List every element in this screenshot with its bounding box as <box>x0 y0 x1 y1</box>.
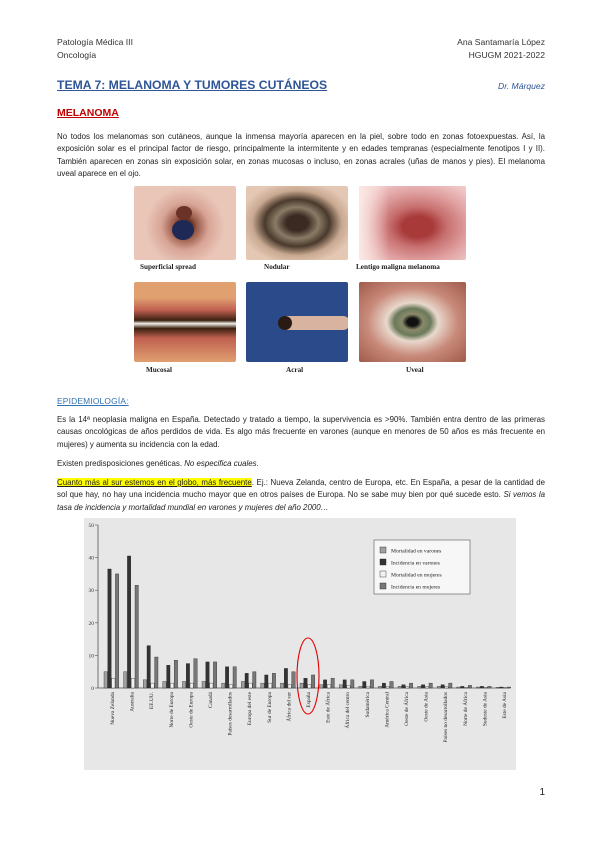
x-tick-label: Oeste de Asia <box>423 692 430 722</box>
bar <box>288 685 291 688</box>
bar <box>147 646 150 688</box>
bar <box>457 687 460 688</box>
bar <box>186 664 189 688</box>
mucosal-image <box>134 282 236 362</box>
epi-paragraph-2-text: Existen predisposiciones genéticas. <box>57 459 185 468</box>
y-tick-label: 30 <box>88 588 94 595</box>
chart-svg <box>84 518 516 770</box>
y-tick-label: 10 <box>88 653 94 660</box>
bar <box>386 687 389 688</box>
x-tick-label: Canadá <box>208 692 214 709</box>
lentigo-maligna-image <box>359 186 466 260</box>
bar <box>210 683 213 688</box>
bar <box>170 683 173 688</box>
x-tick-label: África del sur <box>286 692 293 722</box>
bar <box>323 680 326 688</box>
bar <box>331 678 334 688</box>
x-tick-label: España <box>306 692 312 708</box>
highlighted-text: Cuanto más al sur estemos en el globo, más frecuente <box>57 478 252 487</box>
bar <box>155 657 158 688</box>
bar <box>421 685 424 688</box>
legend-label: Incidencia en varones <box>391 560 440 567</box>
x-tick-label: Sudamérica <box>364 692 371 718</box>
header-left <box>57 36 133 62</box>
header-subject: Oncología <box>57 50 97 60</box>
bar <box>222 683 225 688</box>
bar <box>398 686 401 688</box>
x-tick-label: Sur de Europa <box>266 692 273 723</box>
x-tick-label: Este de Asia <box>502 692 508 719</box>
bar <box>202 681 205 688</box>
bar <box>104 672 107 688</box>
bar <box>449 683 452 688</box>
bar <box>484 687 487 688</box>
epi-paragraph-3-note: Si vemos la tasa de incidencia y mortalidad mundial en varones y mujeres del año 2000… <box>57 490 545 512</box>
superficial-spread-image <box>134 186 236 260</box>
uveal-image <box>359 282 466 362</box>
bar <box>135 585 138 688</box>
bar <box>131 678 134 688</box>
y-tick-label: 20 <box>88 620 94 627</box>
bar <box>190 683 193 688</box>
x-tick-label: Países desarrollados <box>227 692 234 736</box>
bar <box>308 685 311 688</box>
y-tick-label: 50 <box>88 523 94 529</box>
bar <box>280 683 283 688</box>
bar <box>304 678 307 688</box>
caption-lentigo-maligna: Lentigo maligna melanoma <box>356 263 440 271</box>
bar <box>292 672 295 688</box>
bar <box>115 574 118 688</box>
x-tick-label: EE.UU. <box>149 692 156 710</box>
bar <box>112 678 115 688</box>
acral-image <box>246 282 348 362</box>
bar <box>284 668 287 688</box>
epi-paragraph-3 <box>57 477 545 514</box>
header-student: Ana Santamaría López <box>457 37 545 47</box>
melanoma-types-figure <box>134 186 466 378</box>
caption-mucosal: Mucosal <box>146 366 172 374</box>
bar <box>311 675 314 688</box>
bar <box>127 556 130 688</box>
epi-paragraph-3-text: . Ej.: Nueva Zelanda, centro de Europa, etc. En España, a pesar de la cantidad de sol que hay, no hay una incidencia mucho mayor que en otros países de Europa. No se sabe muy bien por qué sucede esto. <box>57 478 545 500</box>
header-right <box>457 36 545 62</box>
bar <box>363 681 366 688</box>
legend-swatch <box>380 583 386 589</box>
bar <box>339 685 342 688</box>
bar <box>300 683 303 688</box>
epi-paragraph-1: Es la 14ª neoplasia maligna en España. Detectado y tratado a tiempo, la supervivencia es >90%. También entra dentro de las primeras causas oncológicas de años perdidos de vida. Es algo más frecuente en varones (aunque en menores de 50 años es más frecuente en mujeres) y aumenta su incidencia con la edad. <box>57 415 545 449</box>
bar <box>464 687 467 688</box>
bar <box>468 685 471 688</box>
bar <box>241 681 244 688</box>
bar <box>390 681 393 688</box>
y-tick-label: 0 <box>91 686 94 692</box>
bar <box>461 686 464 688</box>
bar <box>409 683 412 688</box>
bar <box>480 686 483 688</box>
bar <box>245 673 248 688</box>
caption-uveal: Uveal <box>406 366 424 374</box>
bar <box>441 685 444 688</box>
bar <box>488 686 491 688</box>
bar <box>351 680 354 688</box>
bar <box>268 683 271 688</box>
legend-label: Mortalidad en mujeres <box>391 572 442 579</box>
x-tick-label: América Central <box>384 692 391 728</box>
epi-paragraph-2-note: No especifica cuales. <box>184 459 259 468</box>
bar <box>406 687 409 688</box>
y-tick-label: 40 <box>88 555 94 562</box>
bar <box>167 665 170 688</box>
caption-nodular: Nodular <box>264 263 290 271</box>
bar <box>225 667 228 688</box>
bar <box>249 683 252 688</box>
section-title-epidemiology: EPIDEMIOLOGÍA: <box>57 396 129 406</box>
x-tick-label: Países no desarrollados <box>443 692 450 743</box>
bar <box>445 687 448 688</box>
bar <box>253 672 256 688</box>
bar <box>174 660 177 688</box>
legend-swatch <box>380 571 386 577</box>
bar <box>507 687 510 688</box>
bar <box>343 680 346 688</box>
x-tick-label: Australia <box>129 692 136 712</box>
incidence-mortality-chart <box>84 518 516 770</box>
x-tick-label: Norte de África <box>462 692 469 726</box>
bar <box>429 683 432 688</box>
x-tick-label: Oeste de África <box>404 692 410 726</box>
x-tick-label: Sudeste de Asia <box>482 692 489 727</box>
bar <box>143 680 146 688</box>
caption-superficial-spread: Superficial spread <box>140 263 196 271</box>
epi-paragraph-2 <box>57 458 545 470</box>
bar <box>194 659 197 688</box>
nodular-image <box>246 186 348 260</box>
bar <box>182 681 185 688</box>
caption-acral: Acral <box>286 366 304 374</box>
x-tick-label: Europa del este <box>247 692 254 726</box>
bar <box>382 683 385 688</box>
bar <box>124 672 127 688</box>
bar <box>108 569 111 688</box>
bar <box>320 685 323 688</box>
bar <box>163 681 166 688</box>
x-tick-label: Oeste de Europa <box>188 692 195 728</box>
intro-paragraph: No todos los melanomas son cutáneos, aunque la inmensa mayoría aparecen en la piel, sobre todo en zonas fotoexpuestas. Así, la exposición solar es el principal factor de riesgo, principalmente la intermitente y en edades tempranas (especialmente fenotipos I y II). También aparecen en zonas sin exposición solar, en zonas mucosas o incluso, en zonas acrales (uñas de manos y pies). El melanoma uveal aparece en el ojo. <box>57 132 545 179</box>
bar <box>496 687 499 688</box>
bar <box>402 685 405 688</box>
bar <box>265 675 268 688</box>
bar <box>327 685 330 688</box>
x-tick-label: Norte de Europa <box>168 692 175 728</box>
bar <box>425 687 428 688</box>
bar <box>213 662 216 688</box>
bar <box>206 662 209 688</box>
x-tick-label: África del centro <box>345 692 352 729</box>
bar <box>272 673 275 688</box>
page-title: TEMA 7: MELANOMA Y TUMORES CUTÁNEOS <box>57 78 328 92</box>
bar <box>378 686 381 688</box>
legend-label: Mortalidad en varones <box>391 548 442 555</box>
bar <box>233 667 236 688</box>
bar <box>418 686 421 688</box>
section-title-melanoma: MELANOMA <box>57 107 119 119</box>
x-tick-label: Nueva Zelanda <box>110 692 116 725</box>
legend-swatch <box>380 559 386 565</box>
x-tick-label: Este de África <box>325 692 332 723</box>
bar <box>370 680 373 688</box>
bar <box>359 686 362 688</box>
legend-label: Incidencia en mujeres <box>391 584 441 591</box>
bar <box>347 686 350 688</box>
header-hospital: HGUGM 2021-2022 <box>468 50 545 60</box>
bar <box>500 687 503 688</box>
bar <box>261 683 264 688</box>
page-number: 1 <box>539 787 545 798</box>
bar <box>229 685 232 688</box>
bar <box>437 686 440 688</box>
bar <box>476 687 479 688</box>
author: Dr. Márquez <box>498 81 545 91</box>
bar <box>366 687 369 688</box>
header-course: Patología Médica III <box>57 37 133 47</box>
bar <box>151 683 154 688</box>
legend-swatch <box>380 547 386 553</box>
